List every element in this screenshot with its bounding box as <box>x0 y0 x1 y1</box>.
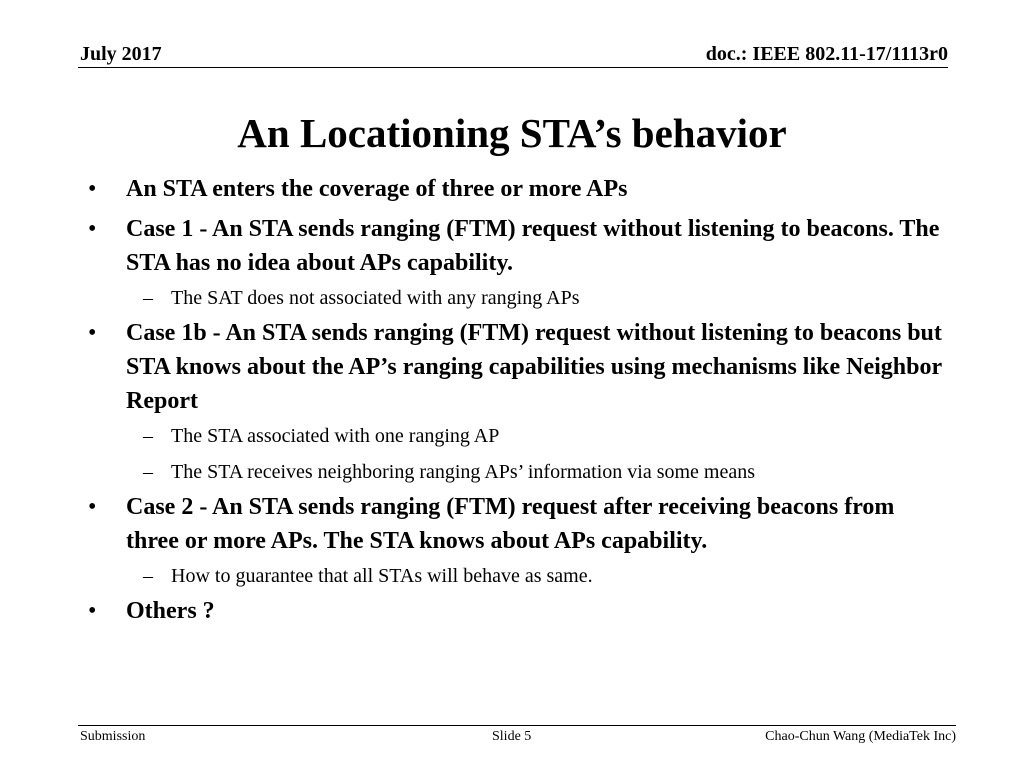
slide-title: An Locationing STA’s behavior <box>237 110 787 156</box>
sub-bullet-text: The SAT does not associated with any ranging APs <box>171 287 580 309</box>
bullet-icon: • <box>88 320 97 346</box>
dash-icon: – <box>143 425 153 447</box>
bullet-text: Case 2 - An STA sends ranging (FTM) request after receiving beacons from three or more APs. The STA knows about APs capability. <box>126 494 895 554</box>
bullet-item <box>88 490 948 594</box>
footer-submission: Submission <box>80 729 146 744</box>
sub-bullet-list <box>88 418 948 490</box>
bullet-list <box>88 172 948 628</box>
sub-bullet-item <box>88 558 948 594</box>
dash-icon: – <box>143 565 153 587</box>
bullet-icon: • <box>88 494 97 520</box>
sub-bullet-list <box>88 280 948 316</box>
sub-bullet-text: The STA receives neighboring ranging APs’ information via some means <box>171 461 756 483</box>
footer-author: Chao-Chun Wang (MediaTek Inc) <box>765 729 956 744</box>
footer-divider <box>78 725 956 726</box>
bullet-item <box>88 594 948 628</box>
sub-bullet-item <box>88 418 948 454</box>
sub-bullet-text: The STA associated with one ranging AP <box>171 425 500 447</box>
bullet-text: Case 1b - An STA sends ranging (FTM) request without listening to beacons but STA knows about the AP’s ranging capabilities using mechanisms like Neighbor Report <box>126 320 942 414</box>
bullet-icon: • <box>88 598 97 624</box>
bullet-text: Case 1 - An STA sends ranging (FTM) request without listening to beacons. The STA has no idea about APs capability. <box>126 216 940 276</box>
dash-icon: – <box>143 461 153 483</box>
bullet-item <box>88 212 948 316</box>
bullet-icon: • <box>88 176 97 202</box>
bullet-icon: • <box>88 216 97 242</box>
sub-bullet-item <box>88 454 948 490</box>
bullet-text: An STA enters the coverage of three or more APs <box>126 176 628 202</box>
header-divider <box>78 67 948 68</box>
header-date: July 2017 <box>80 43 162 65</box>
sub-bullet-text: How to guarantee that all STAs will behave as same. <box>171 565 593 587</box>
bullet-text: Others ? <box>126 598 215 624</box>
footer-slide-number: Slide 5 <box>492 729 532 744</box>
header-doc-id: doc.: IEEE 802.11-17/1113r0 <box>705 43 948 65</box>
sub-bullet-item <box>88 280 948 316</box>
bullet-item <box>88 316 948 490</box>
dash-icon: – <box>143 287 153 309</box>
bullet-item <box>88 172 948 206</box>
sub-bullet-list <box>88 558 948 594</box>
